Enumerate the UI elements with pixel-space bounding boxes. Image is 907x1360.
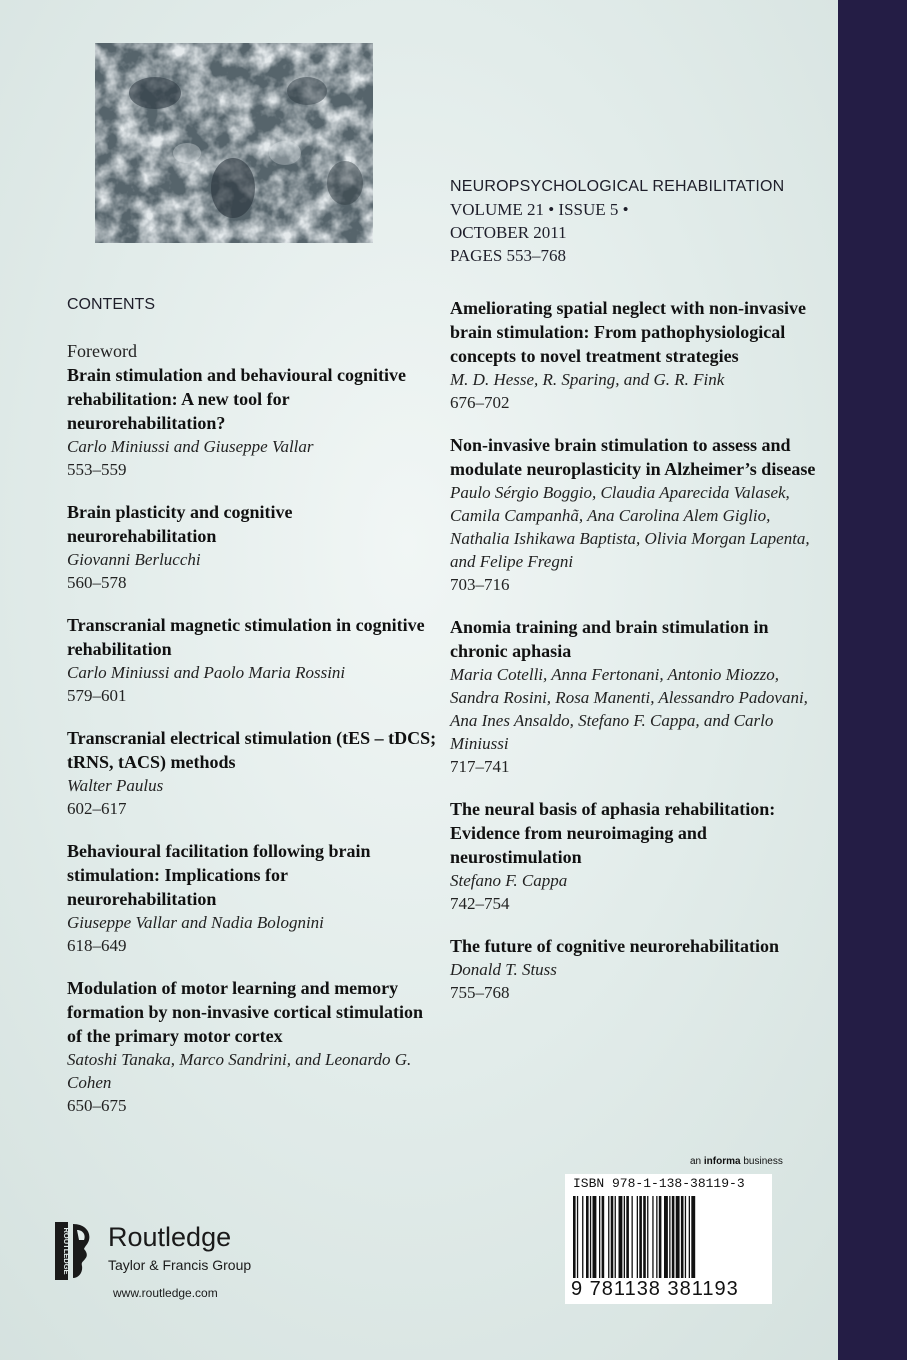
article-pages: 650–675 bbox=[67, 1096, 127, 1115]
article-authors: Stefano F. Cappa bbox=[450, 871, 568, 890]
article-title: Behavioural facilitation following brain stimulation: Implications for neurorehabilitation bbox=[67, 841, 371, 909]
article-authors: Carlo Miniussi and Paolo Maria Rossini bbox=[67, 663, 346, 682]
barcode-bar bbox=[599, 1196, 600, 1278]
barcode-bar bbox=[643, 1196, 646, 1278]
cover-art-image bbox=[95, 43, 373, 243]
informa-tagline bbox=[690, 1156, 783, 1167]
article-authors: Giuseppe Vallar and Nadia Bolognini bbox=[67, 913, 324, 932]
article-entry bbox=[450, 296, 820, 414]
barcode-bar bbox=[624, 1196, 625, 1278]
article-entry bbox=[67, 726, 437, 820]
routledge-logo-icon bbox=[55, 1222, 95, 1280]
article-authors: Walter Paulus bbox=[67, 776, 164, 795]
article-pages: 742–754 bbox=[450, 894, 510, 913]
article-entry bbox=[67, 500, 437, 594]
article-pages: 618–649 bbox=[67, 936, 127, 955]
article-title: Transcranial magnetic stimulation in cognitive rehabilitation bbox=[67, 615, 425, 659]
article-title: Modulation of motor learning and memory formation by non-invasive cortical stimulation of the primary motor cortex bbox=[67, 978, 423, 1046]
article-entry bbox=[67, 839, 437, 957]
article-title: Ameliorating spatial neglect with non-invasive brain stimulation: From pathophysiological concepts to novel treatment strategies bbox=[450, 298, 806, 366]
isbn-label: ISBN 978-1-138-38119-3 bbox=[573, 1176, 745, 1191]
journal-date: OCTOBER 2011 bbox=[450, 223, 567, 242]
publisher-name: Routledge bbox=[108, 1222, 232, 1252]
article-pages: 717–741 bbox=[450, 757, 510, 776]
barcode-bar bbox=[647, 1196, 648, 1278]
isbn-digits: 9 781138 381193 bbox=[571, 1278, 739, 1300]
barcode-bar bbox=[611, 1196, 614, 1278]
contents-left-column bbox=[67, 340, 437, 1136]
publisher-group: Taylor & Francis Group bbox=[108, 1257, 252, 1273]
article-entry bbox=[450, 934, 820, 1004]
article-pages: 703–716 bbox=[450, 575, 510, 594]
brain-tissue-image bbox=[95, 43, 373, 243]
article-title: Non-invasive brain stimulation to assess and modulate neuroplasticity in Alzheimer’s disease bbox=[450, 435, 816, 479]
logo-vertical-text: ROUTLEDGE bbox=[62, 1227, 71, 1275]
article-title: The future of cognitive neurorehabilitation bbox=[450, 936, 780, 956]
article-pages: 755–768 bbox=[450, 983, 510, 1002]
barcode-bar bbox=[689, 1196, 690, 1278]
isbn-barcode bbox=[565, 1174, 772, 1304]
informa-brand: informa bbox=[703, 1156, 741, 1167]
barcode-bar bbox=[573, 1196, 576, 1278]
barcode-bar bbox=[615, 1196, 616, 1278]
journal-volume-issue: VOLUME 21 • ISSUE 5 • bbox=[450, 200, 629, 219]
journal-header bbox=[450, 176, 830, 267]
article-title: The neural basis of aphasia rehabilitation: Evidence from neuroimaging and neurostimulation bbox=[450, 799, 776, 867]
barcode-bar bbox=[590, 1196, 591, 1278]
article-authors: Donald T. Stuss bbox=[450, 960, 557, 979]
barcode-bar bbox=[632, 1196, 633, 1278]
barcode-bar bbox=[626, 1196, 629, 1278]
article-title: Brain plasticity and cognitive neurorehabilitation bbox=[67, 502, 293, 546]
journal-name: NEUROPSYCHOLOGICAL REHABILITATION bbox=[450, 178, 785, 195]
barcode-bar bbox=[608, 1196, 609, 1278]
article-entry bbox=[450, 797, 820, 915]
article-pages: 602–617 bbox=[67, 799, 127, 818]
barcode-bar bbox=[685, 1196, 686, 1278]
article-entry bbox=[450, 433, 820, 596]
barcode-bar bbox=[676, 1196, 680, 1278]
article-authors: Giovanni Berlucchi bbox=[67, 550, 201, 569]
book-spine bbox=[838, 0, 907, 1360]
article-authors: Carlo Miniussi and Giuseppe Vallar bbox=[67, 437, 314, 456]
article-entry bbox=[67, 363, 437, 481]
barcode-bar bbox=[582, 1196, 583, 1278]
barcode-bars bbox=[573, 1196, 765, 1278]
barcode-bar bbox=[659, 1196, 662, 1278]
article-pages: 579–601 bbox=[67, 686, 127, 705]
barcode-bar bbox=[577, 1196, 578, 1278]
article-entry bbox=[67, 613, 437, 707]
article-pages: 560–578 bbox=[67, 573, 127, 592]
informa-suffix: business bbox=[740, 1156, 783, 1167]
contents-heading: CONTENTS bbox=[67, 296, 155, 313]
contents-right-column bbox=[450, 296, 820, 1023]
journal-pages: PAGES 553–768 bbox=[450, 246, 567, 265]
article-authors: M. D. Hesse, R. Sparing, and G. R. Fink bbox=[450, 370, 725, 389]
barcode-bar bbox=[664, 1196, 668, 1278]
article-entry bbox=[67, 976, 437, 1117]
barcode-bar bbox=[681, 1196, 684, 1278]
barcode-bar bbox=[672, 1196, 675, 1278]
barcode-bar bbox=[639, 1196, 642, 1278]
barcode-bar bbox=[691, 1196, 695, 1278]
article-entry bbox=[450, 615, 820, 778]
article-title: Anomia training and brain stimulation in chronic aphasia bbox=[450, 617, 769, 661]
foreword-label: Foreword bbox=[67, 341, 137, 361]
article-authors: Paulo Sérgio Boggio, Claudia Aparecida Valasek, Camila Campanhã, Ana Carolina Alem Giglio, Nathalia Ishikawa Baptista, Olivia Morgan Lapenta, and Felipe Fregni bbox=[450, 483, 810, 571]
article-title: Brain stimulation and behavioural cognitive rehabilitation: A new tool for neurorehabilitation? bbox=[67, 365, 407, 433]
barcode-bar bbox=[669, 1196, 670, 1278]
article-authors: Maria Cotelli, Anna Fertonani, Antonio Miozzo, Sandra Rosini, Rosa Manenti, Alessandro Padovani, Ana Ines Ansaldo, Stefano F. Cappa, and Carlo Miniussi bbox=[450, 665, 808, 753]
article-title: Transcranial electrical stimulation (tES – tDCS; tRNS, tACS) methods bbox=[67, 728, 437, 772]
barcode-bar bbox=[593, 1196, 597, 1278]
publisher-url[interactable]: www.routledge.com bbox=[113, 1286, 218, 1300]
article-pages: 553–559 bbox=[67, 460, 127, 479]
barcode-bar bbox=[619, 1196, 623, 1278]
barcode-bar bbox=[637, 1196, 638, 1278]
barcode-bar bbox=[656, 1196, 657, 1278]
barcode-bar bbox=[652, 1196, 653, 1278]
article-authors: Satoshi Tanaka, Marco Sandrini, and Leonardo G. Cohen bbox=[67, 1050, 412, 1092]
barcode-bar bbox=[602, 1196, 605, 1278]
barcode-bar bbox=[586, 1196, 589, 1278]
informa-prefix: an bbox=[690, 1156, 704, 1167]
article-pages: 676–702 bbox=[450, 393, 510, 412]
